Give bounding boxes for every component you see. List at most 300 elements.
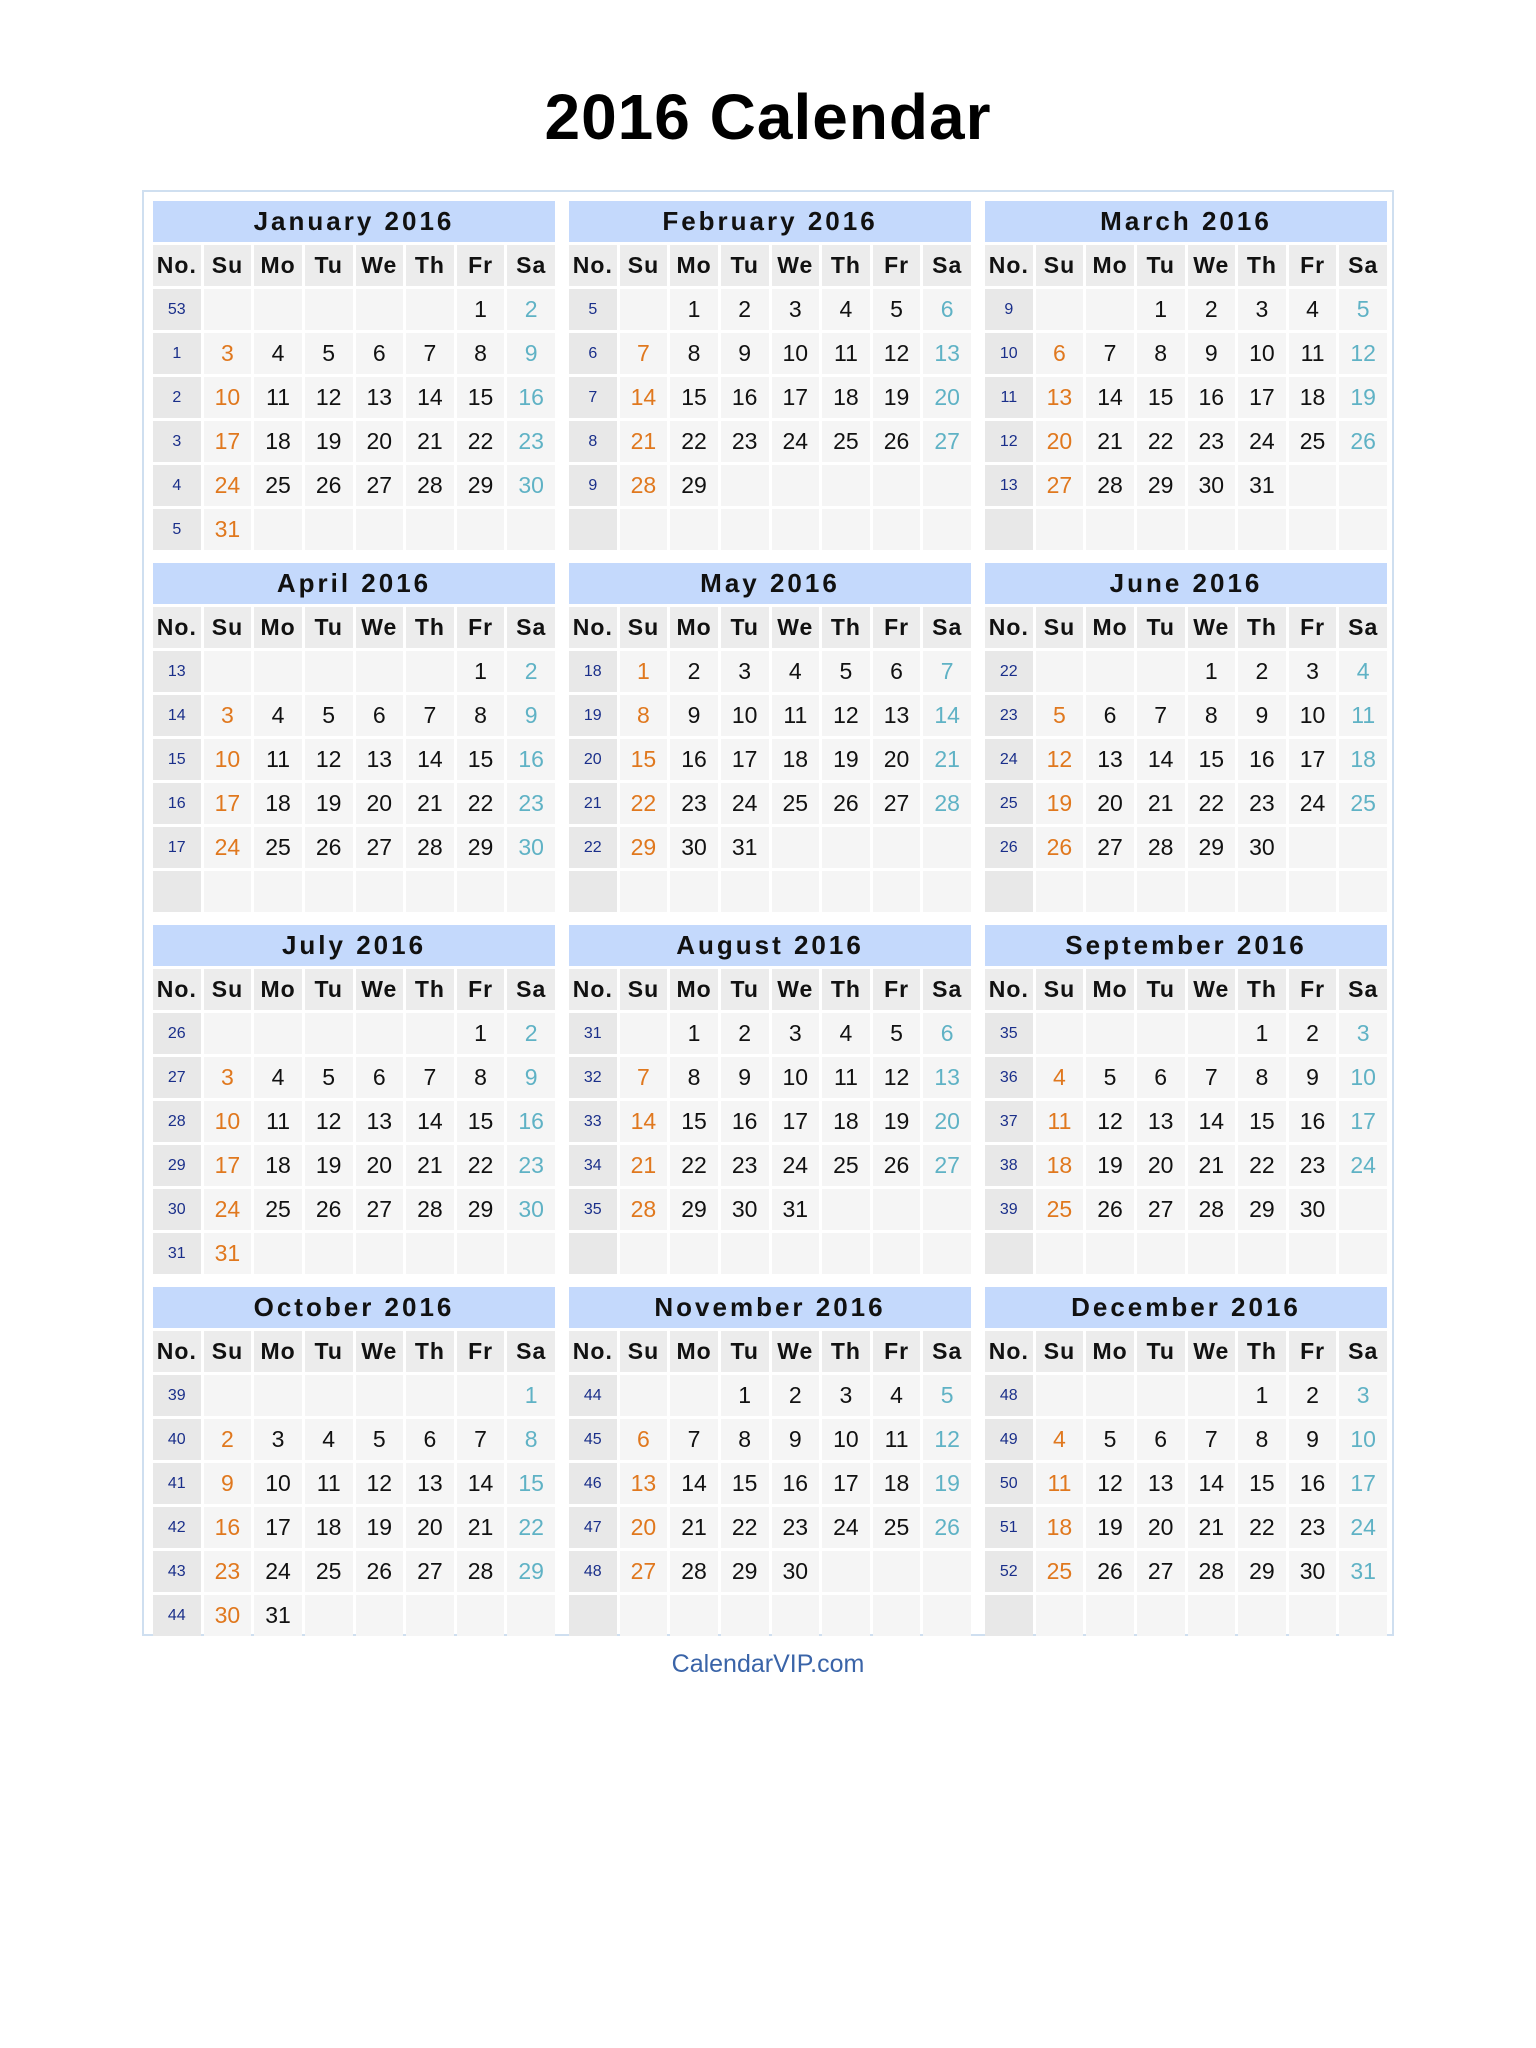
day-cell (356, 1233, 404, 1274)
week-number: 6 (569, 333, 617, 374)
day-cell: 17 (204, 783, 252, 824)
week-number (569, 1595, 617, 1636)
day-cell: 26 (1036, 827, 1084, 868)
day-cell: 15 (1238, 1101, 1286, 1142)
day-cell (1086, 871, 1134, 912)
week-number: 24 (985, 739, 1033, 780)
day-header: We (1188, 245, 1236, 286)
day-cell: 21 (406, 421, 454, 462)
week-number: 18 (569, 651, 617, 692)
day-header: Th (822, 607, 870, 648)
day-cell: 31 (1238, 465, 1286, 506)
day-cell: 12 (1086, 1101, 1134, 1142)
day-cell (1289, 1595, 1337, 1636)
day-cell: 18 (305, 1507, 353, 1548)
day-cell: 15 (457, 377, 505, 418)
day-cell (620, 1013, 668, 1054)
day-cell: 24 (822, 1507, 870, 1548)
day-cell: 17 (1339, 1463, 1387, 1504)
footer-link[interactable]: CalendarVIP.com (671, 1650, 865, 1678)
day-cell: 11 (1036, 1101, 1084, 1142)
day-cell: 13 (923, 1057, 971, 1098)
day-cell (923, 509, 971, 550)
week-number: 31 (569, 1013, 617, 1054)
day-header: Mo (670, 607, 718, 648)
day-cell (822, 1595, 870, 1636)
day-cell: 8 (1238, 1419, 1286, 1460)
day-cell (670, 1233, 718, 1274)
day-header: Tu (305, 1331, 353, 1372)
day-cell: 9 (204, 1463, 252, 1504)
day-cell (620, 1233, 668, 1274)
day-cell: 30 (1238, 827, 1286, 868)
day-cell (721, 1233, 769, 1274)
day-cell: 31 (204, 1233, 252, 1274)
day-header: Fr (457, 607, 505, 648)
day-cell: 30 (507, 1189, 555, 1230)
day-cell (254, 509, 302, 550)
month-grid (985, 607, 1387, 912)
day-cell (406, 651, 454, 692)
day-cell: 4 (1339, 651, 1387, 692)
day-header: Fr (873, 969, 921, 1010)
day-header: Su (204, 607, 252, 648)
week-number: 49 (985, 1419, 1033, 1460)
day-header: Sa (923, 245, 971, 286)
week-number (569, 871, 617, 912)
day-cell: 25 (822, 1145, 870, 1186)
day-header: Mo (254, 245, 302, 286)
day-cell: 23 (1238, 783, 1286, 824)
day-cell: 27 (406, 1551, 454, 1592)
day-header: Fr (457, 969, 505, 1010)
month-grid (985, 969, 1387, 1274)
day-header: Tu (721, 607, 769, 648)
day-cell: 5 (356, 1419, 404, 1460)
week-number (985, 871, 1033, 912)
week-number: 39 (985, 1189, 1033, 1230)
day-cell: 17 (1238, 377, 1286, 418)
week-number: 17 (153, 827, 201, 868)
day-cell: 2 (507, 1013, 555, 1054)
day-cell (305, 289, 353, 330)
day-cell: 6 (1086, 695, 1134, 736)
day-header: We (1188, 969, 1236, 1010)
month-block (569, 925, 971, 1274)
week-number: 1 (153, 333, 201, 374)
day-cell: 8 (507, 1419, 555, 1460)
day-cell: 17 (1339, 1101, 1387, 1142)
day-cell: 16 (772, 1463, 820, 1504)
day-cell: 2 (507, 289, 555, 330)
day-cell: 11 (1036, 1463, 1084, 1504)
month-title: November 2016 (569, 1287, 971, 1328)
day-header: No. (569, 245, 617, 286)
day-cell: 6 (356, 1057, 404, 1098)
day-cell (1188, 1595, 1236, 1636)
day-cell: 15 (1238, 1463, 1286, 1504)
week-number: 13 (985, 465, 1033, 506)
day-cell (1289, 827, 1337, 868)
day-header: No. (569, 969, 617, 1010)
day-cell: 30 (1188, 465, 1236, 506)
day-header: Th (822, 1331, 870, 1372)
day-cell: 8 (1137, 333, 1185, 374)
day-cell (1339, 871, 1387, 912)
day-cell: 26 (1086, 1189, 1134, 1230)
day-cell: 20 (873, 739, 921, 780)
day-cell: 3 (254, 1419, 302, 1460)
day-cell: 15 (721, 1463, 769, 1504)
week-number: 5 (153, 509, 201, 550)
day-header: Mo (254, 1331, 302, 1372)
day-cell: 9 (721, 333, 769, 374)
day-cell: 16 (1289, 1101, 1337, 1142)
day-cell: 12 (822, 695, 870, 736)
day-cell: 2 (1289, 1013, 1337, 1054)
day-cell (1339, 509, 1387, 550)
day-header: Th (1238, 969, 1286, 1010)
day-cell (1086, 509, 1134, 550)
day-cell: 19 (305, 421, 353, 462)
day-cell: 3 (1339, 1375, 1387, 1416)
day-header: Th (1238, 245, 1286, 286)
week-number: 9 (569, 465, 617, 506)
day-cell (457, 1375, 505, 1416)
day-cell (1036, 1233, 1084, 1274)
day-cell: 19 (822, 739, 870, 780)
day-cell: 15 (1188, 739, 1236, 780)
day-cell: 12 (923, 1419, 971, 1460)
week-number: 38 (985, 1145, 1033, 1186)
day-cell: 25 (1036, 1551, 1084, 1592)
day-cell: 22 (457, 421, 505, 462)
day-cell (721, 509, 769, 550)
day-cell: 31 (204, 509, 252, 550)
day-cell: 22 (507, 1507, 555, 1548)
day-cell: 23 (721, 1145, 769, 1186)
day-cell (305, 1013, 353, 1054)
day-cell: 18 (254, 1145, 302, 1186)
day-cell: 5 (873, 1013, 921, 1054)
day-cell: 23 (772, 1507, 820, 1548)
day-cell: 4 (1036, 1419, 1084, 1460)
day-cell: 26 (923, 1507, 971, 1548)
day-cell: 22 (1238, 1145, 1286, 1186)
day-cell: 10 (204, 739, 252, 780)
day-cell: 27 (1036, 465, 1084, 506)
day-cell: 8 (457, 1057, 505, 1098)
day-cell: 11 (1289, 333, 1337, 374)
day-cell: 16 (721, 1101, 769, 1142)
day-cell (356, 1595, 404, 1636)
day-cell: 12 (305, 377, 353, 418)
day-cell: 14 (1188, 1101, 1236, 1142)
day-header: Sa (507, 969, 555, 1010)
day-cell: 30 (204, 1595, 252, 1636)
month-block (569, 563, 971, 912)
day-cell: 28 (406, 465, 454, 506)
week-number: 44 (569, 1375, 617, 1416)
day-cell: 15 (457, 1101, 505, 1142)
day-cell (620, 1375, 668, 1416)
day-cell: 13 (1137, 1463, 1185, 1504)
day-cell (1137, 1595, 1185, 1636)
day-cell: 19 (1086, 1145, 1134, 1186)
day-header: No. (569, 607, 617, 648)
day-cell (1188, 1013, 1236, 1054)
day-cell (1137, 509, 1185, 550)
day-cell: 29 (1238, 1189, 1286, 1230)
day-cell (1238, 1233, 1286, 1274)
month-block (153, 925, 555, 1274)
day-header: Fr (457, 1331, 505, 1372)
day-cell: 24 (721, 783, 769, 824)
day-cell: 5 (873, 289, 921, 330)
day-cell (772, 509, 820, 550)
day-cell: 24 (772, 1145, 820, 1186)
day-cell: 18 (822, 1101, 870, 1142)
day-cell: 7 (406, 1057, 454, 1098)
day-cell: 16 (721, 377, 769, 418)
week-number: 2 (153, 377, 201, 418)
day-cell: 6 (923, 289, 971, 330)
day-cell: 9 (670, 695, 718, 736)
day-cell (873, 827, 921, 868)
day-header: Su (620, 969, 668, 1010)
day-header: We (1188, 607, 1236, 648)
day-cell: 26 (873, 1145, 921, 1186)
day-header: No. (985, 607, 1033, 648)
day-cell: 29 (620, 827, 668, 868)
day-header: Fr (457, 245, 505, 286)
day-cell: 28 (670, 1551, 718, 1592)
day-header: Tu (305, 607, 353, 648)
week-number: 14 (153, 695, 201, 736)
day-cell: 7 (1137, 695, 1185, 736)
day-cell: 1 (670, 1013, 718, 1054)
day-cell (305, 871, 353, 912)
day-cell (305, 1233, 353, 1274)
day-cell (822, 1551, 870, 1592)
day-header: Mo (670, 245, 718, 286)
day-cell: 3 (1339, 1013, 1387, 1054)
day-cell (406, 1233, 454, 1274)
day-header: Fr (873, 1331, 921, 1372)
day-cell: 21 (1188, 1145, 1236, 1186)
day-cell: 15 (620, 739, 668, 780)
day-cell: 5 (923, 1375, 971, 1416)
day-cell: 14 (923, 695, 971, 736)
week-number: 48 (569, 1551, 617, 1592)
week-number: 33 (569, 1101, 617, 1142)
day-cell: 28 (620, 465, 668, 506)
day-cell (356, 651, 404, 692)
day-header: Tu (1137, 245, 1185, 286)
day-cell: 30 (1289, 1189, 1337, 1230)
day-cell: 7 (620, 1057, 668, 1098)
day-cell: 29 (457, 465, 505, 506)
day-cell: 1 (620, 651, 668, 692)
day-cell: 26 (822, 783, 870, 824)
day-header: Th (406, 1331, 454, 1372)
day-cell: 25 (873, 1507, 921, 1548)
week-number: 8 (569, 421, 617, 462)
day-cell: 20 (356, 783, 404, 824)
day-cell (1086, 289, 1134, 330)
month-grid (569, 607, 971, 912)
day-cell: 18 (254, 421, 302, 462)
day-cell: 28 (457, 1551, 505, 1592)
day-cell (406, 289, 454, 330)
day-cell: 6 (1137, 1419, 1185, 1460)
day-cell: 7 (1188, 1057, 1236, 1098)
week-number: 29 (153, 1145, 201, 1186)
day-cell (1289, 871, 1337, 912)
day-cell: 21 (406, 783, 454, 824)
day-cell: 9 (1238, 695, 1286, 736)
day-cell: 5 (1086, 1419, 1134, 1460)
month-grid (153, 1331, 555, 1636)
week-number: 32 (569, 1057, 617, 1098)
month-title: June 2016 (985, 563, 1387, 604)
day-header: No. (985, 1331, 1033, 1372)
day-cell: 21 (457, 1507, 505, 1548)
day-cell: 20 (1086, 783, 1134, 824)
month-block (153, 563, 555, 912)
day-cell: 29 (457, 827, 505, 868)
week-number (985, 1233, 1033, 1274)
day-header: Th (822, 245, 870, 286)
day-cell: 17 (772, 377, 820, 418)
week-number: 21 (569, 783, 617, 824)
day-cell: 13 (1086, 739, 1134, 780)
day-cell: 25 (1339, 783, 1387, 824)
day-header: We (356, 969, 404, 1010)
day-cell: 12 (1036, 739, 1084, 780)
day-cell (1339, 1595, 1387, 1636)
day-cell: 25 (305, 1551, 353, 1592)
day-cell: 23 (204, 1551, 252, 1592)
day-cell: 6 (356, 695, 404, 736)
day-cell (204, 871, 252, 912)
day-cell: 31 (721, 827, 769, 868)
day-cell: 2 (1238, 651, 1286, 692)
day-cell: 2 (507, 651, 555, 692)
day-cell: 1 (721, 1375, 769, 1416)
day-header: Tu (721, 969, 769, 1010)
day-cell: 23 (507, 1145, 555, 1186)
day-cell: 4 (873, 1375, 921, 1416)
day-cell (254, 651, 302, 692)
day-cell: 5 (1036, 695, 1084, 736)
day-cell (772, 1233, 820, 1274)
day-cell: 23 (1188, 421, 1236, 462)
day-cell (507, 871, 555, 912)
day-header: Su (1036, 1331, 1084, 1372)
day-cell: 14 (406, 377, 454, 418)
day-header: Mo (670, 1331, 718, 1372)
day-header: Sa (1339, 607, 1387, 648)
month-title: March 2016 (985, 201, 1387, 242)
day-cell (356, 871, 404, 912)
day-cell: 25 (254, 827, 302, 868)
day-cell (305, 509, 353, 550)
week-number (985, 1595, 1033, 1636)
day-cell: 18 (1339, 739, 1387, 780)
page-title: 2016 Calendar (544, 81, 992, 153)
day-cell (457, 509, 505, 550)
day-cell: 19 (356, 1507, 404, 1548)
day-cell: 12 (356, 1463, 404, 1504)
day-cell: 16 (1238, 739, 1286, 780)
day-cell: 3 (204, 695, 252, 736)
day-cell: 9 (507, 1057, 555, 1098)
day-cell: 13 (356, 377, 404, 418)
week-number: 40 (153, 1419, 201, 1460)
day-cell (406, 509, 454, 550)
week-number: 23 (985, 695, 1033, 736)
day-cell: 19 (305, 783, 353, 824)
day-cell: 17 (822, 1463, 870, 1504)
day-header: No. (153, 969, 201, 1010)
week-number: 4 (153, 465, 201, 506)
day-header: Fr (1289, 1331, 1337, 1372)
week-number: 7 (569, 377, 617, 418)
day-cell: 14 (457, 1463, 505, 1504)
day-cell: 23 (670, 783, 718, 824)
day-cell: 25 (1289, 421, 1337, 462)
day-cell (457, 1233, 505, 1274)
day-cell: 26 (356, 1551, 404, 1592)
month-block (569, 201, 971, 550)
day-cell: 12 (305, 1101, 353, 1142)
month-title: August 2016 (569, 925, 971, 966)
day-cell: 4 (772, 651, 820, 692)
day-cell: 5 (305, 695, 353, 736)
day-header: No. (153, 607, 201, 648)
day-cell: 10 (822, 1419, 870, 1460)
day-cell (923, 827, 971, 868)
day-cell: 11 (1339, 695, 1387, 736)
day-cell: 25 (1036, 1189, 1084, 1230)
day-cell: 20 (923, 377, 971, 418)
day-cell: 12 (1339, 333, 1387, 374)
day-header: We (772, 969, 820, 1010)
day-cell: 9 (721, 1057, 769, 1098)
day-header: Tu (1137, 1331, 1185, 1372)
day-cell: 1 (457, 651, 505, 692)
day-cell: 10 (254, 1463, 302, 1504)
week-number: 19 (569, 695, 617, 736)
day-cell: 1 (1238, 1375, 1286, 1416)
day-cell: 24 (204, 465, 252, 506)
day-cell (356, 1375, 404, 1416)
day-cell: 22 (457, 1145, 505, 1186)
day-cell: 10 (721, 695, 769, 736)
month-title: April 2016 (153, 563, 555, 604)
day-cell: 14 (620, 377, 668, 418)
day-cell: 22 (1137, 421, 1185, 462)
day-cell: 21 (406, 1145, 454, 1186)
day-header: Tu (721, 1331, 769, 1372)
day-header: Sa (923, 607, 971, 648)
day-header: Sa (507, 1331, 555, 1372)
day-cell: 14 (406, 739, 454, 780)
week-number: 52 (985, 1551, 1033, 1592)
day-cell: 3 (204, 1057, 252, 1098)
day-cell: 4 (305, 1419, 353, 1460)
